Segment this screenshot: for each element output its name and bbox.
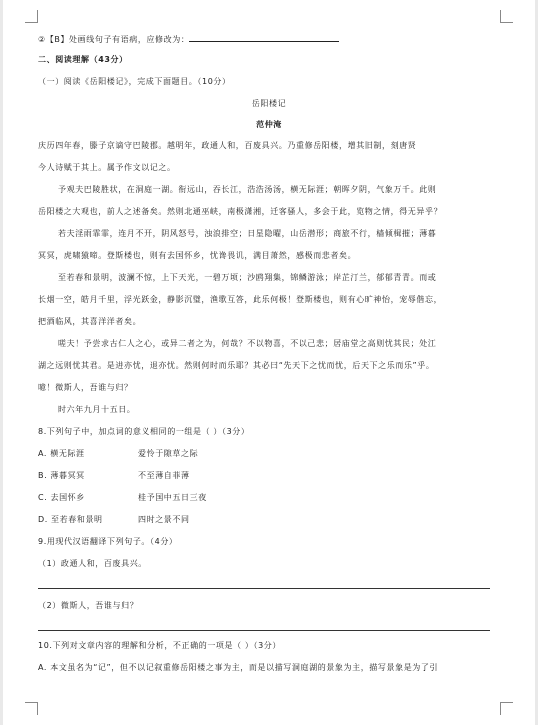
q8-option-d[interactable] <box>38 514 500 526</box>
passage-line: 冥冥，虎啸猿啼。登斯楼也，则有去国怀乡，忧谗畏讥，满目萧然，感极而悲者矣。 <box>38 251 357 260</box>
q8-option-b[interactable] <box>38 470 500 482</box>
q8-option-c[interactable] <box>38 492 500 504</box>
option-right: 桂予国中五日三夜 <box>138 493 207 502</box>
part1-instruction: （一）阅读《岳阳楼记》，完成下面题目。（10分） <box>38 77 231 86</box>
answer-blank[interactable] <box>189 32 339 42</box>
answer-line[interactable] <box>38 630 490 631</box>
passage-line: 湖之远则忧其君。是进亦忧，退亦忧。然则何时而乐耶？其必曰“先天下之忧而忧，后天下之乐而乐”乎。 <box>38 361 435 370</box>
crop-mark-bottom-left <box>25 702 38 715</box>
answer-line[interactable] <box>38 588 490 589</box>
passage-line: 把酒临风，其喜洋洋者矣。 <box>38 317 142 326</box>
option-label: D. 至若春和景明 <box>38 515 103 524</box>
passage-line: 岳阳楼之大观也，前人之述备矣。然则北通巫峡，南极潇湘，迁客骚人，多会于此，览物之情，得无异乎？ <box>38 207 443 216</box>
passage-line: 今人诗赋于其上。属予作文以记之。 <box>38 163 176 172</box>
q8-option-a[interactable] <box>38 448 500 460</box>
crop-mark-top-left <box>25 10 38 23</box>
passage-line: 噫！微斯人，吾谁与归？ <box>38 383 133 392</box>
option-right: 四时之景不同 <box>138 515 190 524</box>
passage-line: 庆历四年春，滕子京谪守巴陵郡。越明年，政通人和，百废具兴。乃重修岳阳楼，增其旧制，刻唐贤 <box>38 141 417 150</box>
question-9-stem: 9.用现代汉语翻译下列句子。（4分） <box>38 537 178 546</box>
passage-title: 岳阳楼记 <box>251 99 287 108</box>
passage-line: 予观夫巴陵胜状，在洞庭一湖。衔远山，吞长江，浩浩汤汤，横无际涯；朝晖夕阴，气象万千。此则 <box>58 185 437 194</box>
passage-line: 若夫淫雨霏霏，连月不开，阴风怒号，浊浪排空；日星隐曜，山岳潜形；商旅不行，樯倾楫摧；薄暮 <box>58 229 437 238</box>
crop-mark-top-right <box>500 10 513 23</box>
option-right: 不至薄自菲薄 <box>138 471 190 480</box>
crop-mark-bottom-right <box>500 702 513 715</box>
passage-line: 至若春和景明，波澜不惊，上下天光，一碧万顷；沙鸥翔集，锦鳞游泳；岸芷汀兰，郁郁青青。而或 <box>58 273 437 282</box>
option-label: B. 薄暮冥冥 <box>38 471 85 480</box>
document-page <box>3 0 535 725</box>
passage-line: 长烟一空，皓月千里，浮光跃金，静影沉璧，渔歌互答，此乐何极！登斯楼也，则有心旷神怡，宠辱偕忘， <box>38 295 443 304</box>
passage-line: 嗟夫！予尝求古仁人之心，或异二者之为，何哉？不以物喜，不以己悲；居庙堂之高则忧其民；处江 <box>58 339 437 348</box>
option-right: 爱怜于隙草之际 <box>138 449 199 458</box>
q10-option-a[interactable]: A. 本文虽名为“记”，但不以记叙重修岳阳楼之事为主，而是以描写洞庭湖的景象为主，描写景象是为了引 <box>38 663 439 672</box>
question-10-stem: 10.下列对文章内容的理解和分析，不正确的一项是（ ）（3分） <box>38 641 281 650</box>
section-title: 二、阅读理解（43分） <box>38 55 128 64</box>
question-9-item-2: （2）微斯人，吾谁与归？ <box>38 601 139 610</box>
passage-date: 时六年九月十五日。 <box>58 405 136 414</box>
question-2-line <box>38 32 500 46</box>
question-8-stem: 8.下列句子中，加点词的意义相同的一组是（ ）（3分） <box>38 427 250 436</box>
option-label: C. 去国怀乡 <box>38 493 85 502</box>
question-2-text: ②【B】处画线句子有语病，应修改为： <box>38 35 190 44</box>
passage-author: 范仲淹 <box>256 120 282 129</box>
option-label: A. 横无际涯 <box>38 449 85 458</box>
question-9-item-1: （1）政通人和，百废具兴。 <box>38 559 147 568</box>
